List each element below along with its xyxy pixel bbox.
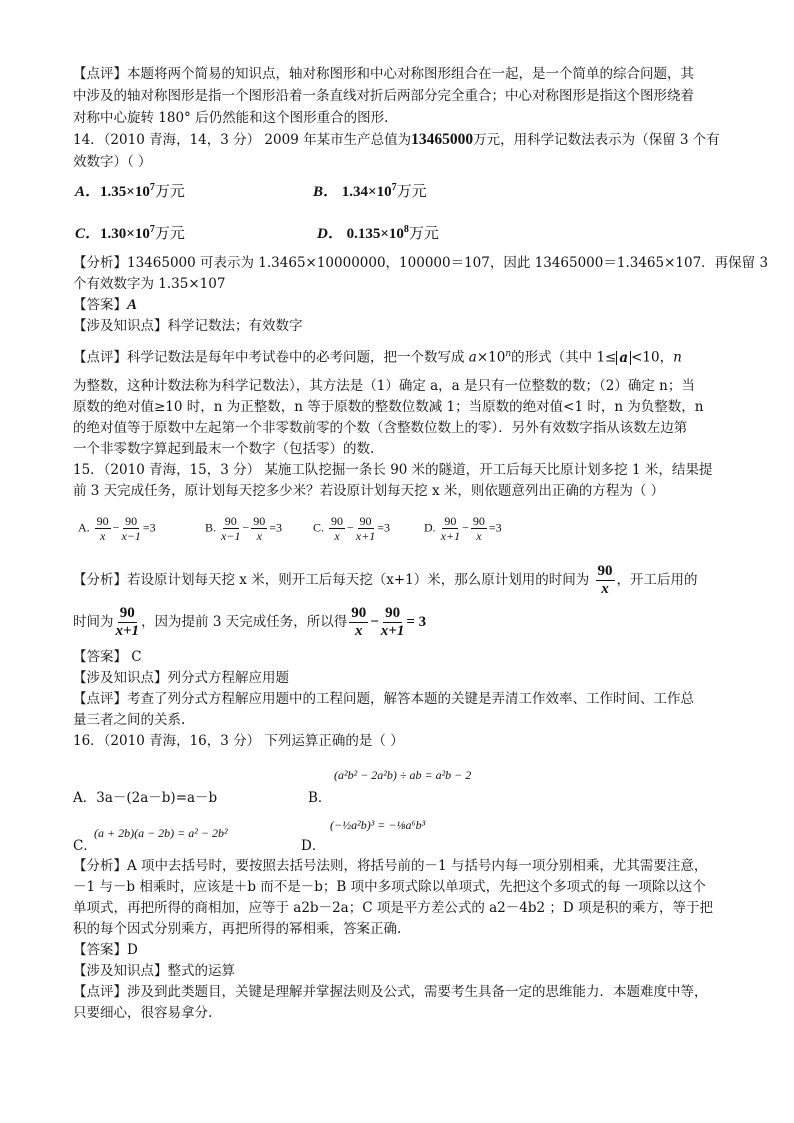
q16-comment-cont: 只要细心，很容易拿分. bbox=[73, 1005, 213, 1021]
q14-answer: 【答案】A bbox=[73, 297, 138, 313]
q14-option-c[interactable]: C．$1.30\times 10^7$万元 bbox=[75, 224, 185, 242]
q14-stem: 14．（2010 青海，14，3 分） 2009 年某市生产总值为13465000万元，用科学记数法表示为（保留 3 个有 bbox=[73, 131, 720, 148]
q16-option-a[interactable]: A．3a－(2a－b)=a－b bbox=[73, 790, 218, 806]
q15-stem: 15．（2010 青海，15，3 分） 某施工队挖掘一条长 90 米的隧道，开工后每天比原计划多挖 1 米，结果提 bbox=[73, 462, 713, 478]
q16-option-d-expr: (−½a²b)³ = −⅛a⁶b³ bbox=[330, 818, 426, 832]
q16-option-c-label[interactable]: C． bbox=[73, 838, 97, 854]
q15-stem-cont: 前 3 天完成任务，原计划每天挖多少米？若设原计划每天挖 x 米，则依题意列出正确的方程为（ ） bbox=[73, 483, 665, 499]
q16-analysis-cont: －1 与－b 相乘时，应该是＋b 而不是－b；B 项中多项式除以单项式，先把这个多项式的每 一项除以这个 bbox=[73, 879, 706, 895]
q14-analysis-cont: 个有效数字为 1.35×107 bbox=[73, 276, 226, 292]
q15-knowledge: 【涉及知识点】列分式方程解应用题 bbox=[73, 670, 289, 686]
q15-analysis-cont: 时间为 $\frac{90}{x+1}$ ，因为提前 3 天完成任务，所以得 $\frac{90}{x}$ − $\frac{90}{x+1}$ = 3 bbox=[73, 605, 427, 639]
q16-option-b-expr: (a²b² − 2a²b) ÷ ab = a²b − 2 bbox=[334, 768, 472, 782]
q14-comment-cont: 原数的绝对值≥10 时，n 为正整数，n 等于原数的整数位数减 1；当原数的绝对值<1 时，n 为负整数，n bbox=[73, 399, 704, 415]
q16-option-b-label[interactable]: B． bbox=[308, 790, 332, 806]
q16-analysis-cont: 积的每个因式分别乘方，再把所得的幂相乘，答案正确. bbox=[73, 921, 402, 937]
q15-option-a[interactable]: A. $\frac{90}{x}$ − $\frac{90}{x-1}$ =3 bbox=[78, 514, 156, 543]
q14-analysis: 【分析】13465000 可表示为 1.3465×10000000，100000＝107，因此 13465000＝1.3465×107．再保留 3 bbox=[73, 255, 769, 271]
q16-analysis: 【分析】A 项中去括号时，要按照去括号法则，将括号前的－1 与括号内每一项分别相乘，尤其需要注意， bbox=[73, 858, 708, 874]
q16-option-c-expr: (a + 2b)(a − 2b) = a² − 2b² bbox=[94, 826, 228, 840]
q16-analysis-cont: 单项式，再把所得的商相加，应等于 a2b－2a；C 项是平方差公式的 a2－4b2 ；D 项是积的乘方，等于把 bbox=[73, 900, 713, 916]
q15-answer: 【答案】 C bbox=[73, 649, 142, 665]
q14-comment-cont: 一个非零数字算起到最末一个数字（包括零）的数. bbox=[73, 441, 375, 457]
comment-line: 对称中心旋转 180° 后仍然能和这个图形重合的图形. bbox=[73, 110, 389, 126]
q14-comment-cont: 的绝对值等于原数中左起第一个非零数前零的个数（含整数位数上的零）．另外有效数字指从该数左边第 bbox=[73, 420, 688, 436]
comment-line: 【点评】本题将两个简易的知识点，轴对称图形和中心对称图形组合在一起，是一个简单的综合问题，其 bbox=[73, 66, 694, 82]
q15-comment-cont: 量三者之间的关系. bbox=[73, 712, 186, 728]
q14-knowledge: 【涉及知识点】科学记数法；有效数字 bbox=[73, 318, 303, 334]
q15-analysis: 【分析】若设原计划每天挖 x 米，则开工后每天挖（x+1）米，那么原计划用的时间为 $\frac{90}{x}$ ，开工后用的 bbox=[73, 563, 698, 597]
q15-comment: 【点评】考查了列分式方程解应用题中的工程问题，解答本题的关键是弄清工作效率、工作时间、工作总 bbox=[73, 691, 694, 707]
q16-option-d-label[interactable]: D． bbox=[301, 838, 326, 854]
q16-stem: 16．（2010 青海，16，3 分） 下列运算正确的是（ ） bbox=[73, 733, 404, 749]
q14-stem-cont: 效数字）（ ） bbox=[73, 154, 152, 170]
q15-option-d[interactable]: D. $\frac{90}{x+1}$ − $\frac{90}{x}$ =3 bbox=[424, 514, 502, 543]
q14-comment-cont: 为整数，这种计数法称为科学记数法），其方法是（1）确定 a，a 是只有一位整数的数；（2）确定 n；当 bbox=[73, 378, 695, 394]
q16-comment: 【点评】涉及到此类题目，关键是理解并掌握法则及公式，需要考生具备一定的思维能力．本题难度中等， bbox=[73, 984, 708, 1000]
q16-knowledge: 【涉及知识点】整式的运算 bbox=[73, 963, 235, 979]
comment-line: 中涉及的轴对称图形是指一个图形沿着一条直线对折后两部分完全重合；中心对称图形是指这个图形绕着 bbox=[73, 88, 694, 104]
q14-comment: 【点评】科学记数法是每年中考试卷中的必考问题，把一个数写成 $a\times 10^n$的形式（其中 1≤ a <10，n bbox=[73, 349, 682, 366]
q15-option-c[interactable]: C. $\frac{90}{x}$ − $\frac{90}{x+1}$ =3 bbox=[313, 514, 391, 543]
q14-option-a[interactable]: A．$1.35\times 10^7$万元 bbox=[75, 182, 185, 200]
q16-answer: 【答案】D bbox=[73, 942, 138, 958]
q14-option-b[interactable]: B． $1.34\times 10^7$万元 bbox=[313, 182, 427, 200]
q15-option-b[interactable]: B. $\frac{90}{x-1}$ − $\frac{90}{x}$ =3 bbox=[205, 514, 283, 543]
q14-option-d[interactable]: D． $0.135\times 10^8$万元 bbox=[317, 224, 439, 242]
